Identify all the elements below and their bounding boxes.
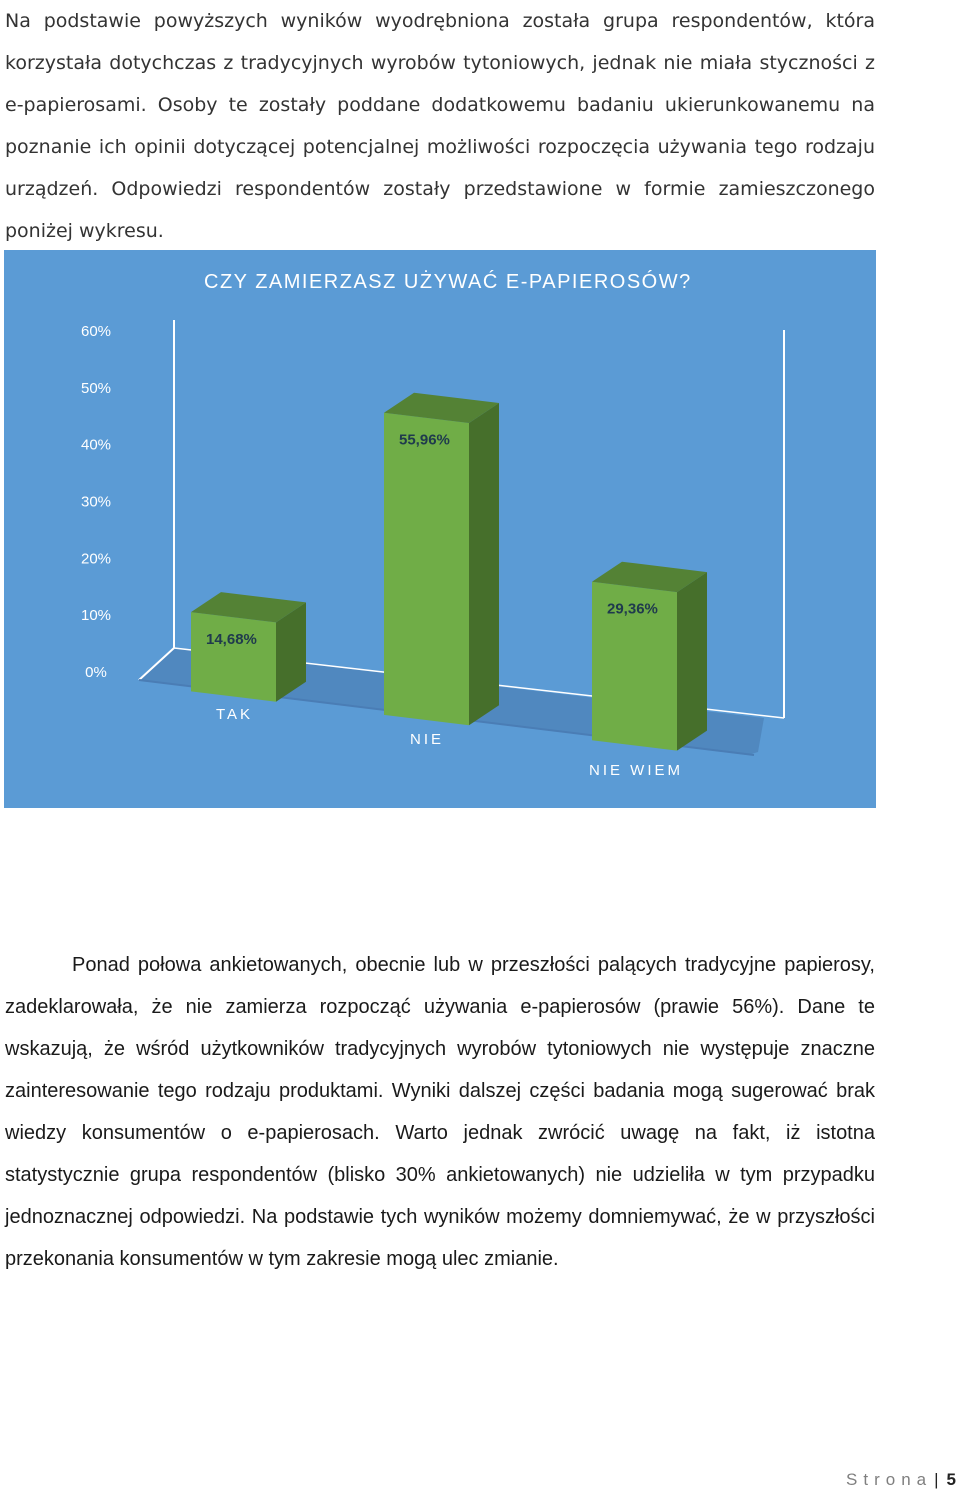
bar-side [677,572,707,751]
x-category-label: NIE [410,731,445,748]
y-tick-label: 30% [80,493,112,511]
data-label: 14,68% [206,631,257,649]
y-tick-label: 20% [80,550,112,568]
footer-label: Strona [846,1470,933,1489]
footer-separator: | [934,1470,939,1489]
y-tick-label: 40% [80,436,112,454]
chart-canvas [4,250,876,808]
y-tick-label: 60% [80,323,112,340]
page-footer [846,1470,956,1490]
body-paragraph [5,944,875,1280]
data-label: 55,96% [399,431,450,449]
y-tick-label: 0% [85,664,107,681]
y-tick-label: 50% [80,379,112,397]
y-axis-ticks [81,323,111,681]
x-category-label: TAK [216,706,254,723]
bar-side [469,403,499,725]
bars [191,393,707,751]
intro-paragraph: Na podstawie powyższych wyników wyodrębniona została grupa respondentów, która korzystała dotychczas z tradycyjnych wyrobów tytoniowych, jednak nie miała styczności z e-papierosami. Osoby te zostały poddane dodatkowemu badaniu ukierunkowanemu na poznanie ich opinii dotyczącej potencjalnej możliwości rozpoczęcia używania tego rodzaju urządzeń. Odpowiedzi respondentów zostały przedstawione w formie zamieszczonego poniżej wykresu. [5,10,875,242]
x-category-label: NIE WIEM [589,762,683,779]
chart-title: CZY ZAMIERZASZ UŻYWAĆ E-PAPIEROSÓW? [204,271,692,293]
bar-chart [4,250,876,808]
body-text: Ponad połowa ankietowanych, obecnie lub w przeszłości palących tradycyjne papierosy, zadeklarowała, że nie zamierza rozpocząć używania e-papierosów (prawie 56%). Dane te wskazują, że wśród użytkowników tradycyjnych wyrobów tytoniowych nie występuje znaczne zainteresowanie tego rodzaju produktami. Wyniki dalszej części badania mogą sugerować brak wiedzy konsumentów o e-papierosach. Warto jednak zwrócić uwagę na fakt, iż istotna statystycznie grupa respondentów (blisko 30% ankietowanych) nie udzieliła w tym przypadku jednoznacznej odpowiedzi. Na podstawie tych wyników możemy domniemywać, że w przyszłości przekonania konsumentów w tym zakresie mogą ulec zmianie. [5,954,875,1270]
bar-front [384,413,469,726]
bar-front [191,612,276,702]
data-label: 29,36% [607,600,658,618]
y-tick-label: 10% [80,607,112,625]
page-number: 5 [946,1470,956,1489]
